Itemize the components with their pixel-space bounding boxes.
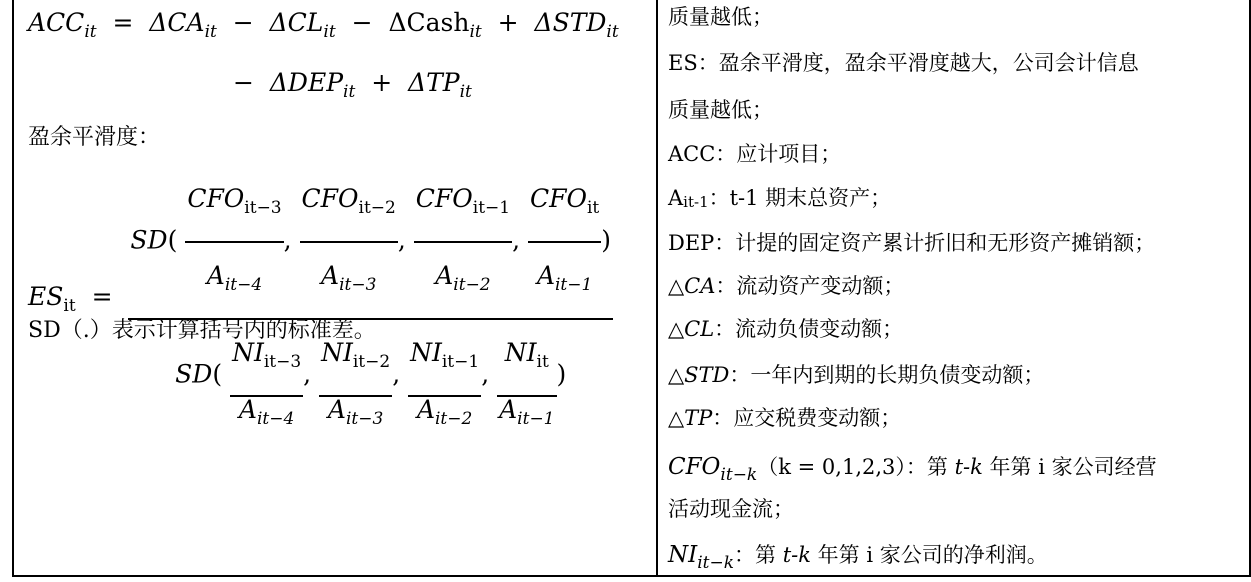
subscript: it−3: [244, 198, 282, 218]
delta-cash-rest: ash: [425, 8, 470, 37]
definition-text: ：流动资产变动额；: [715, 274, 905, 298]
column-divider: [656, 0, 658, 577]
a-symbol: A: [499, 395, 518, 424]
subscript: it: [459, 82, 472, 102]
delta-dep: ΔDEP: [269, 68, 344, 97]
a-subscript: it-1: [683, 193, 709, 211]
cfo-symbol: CFO: [187, 184, 245, 213]
cfo-definition-cont: 活动现金流；: [668, 497, 794, 521]
cfo-fraction: [528, 166, 601, 318]
subscript: it: [343, 82, 356, 102]
a-symbol: A: [238, 395, 257, 424]
cfo-symbol: CFO: [301, 184, 359, 213]
ni-symbol: NI: [321, 338, 353, 367]
a-label: A: [668, 186, 684, 210]
subscript: it−2: [352, 352, 391, 372]
ni-definition: [668, 540, 1048, 578]
sd-symbol: SD: [130, 225, 168, 255]
subscript: it−2: [435, 409, 473, 429]
delta-icon: △: [668, 363, 685, 387]
tk-variable: t-k: [782, 543, 811, 567]
delta-ca-definition: [668, 271, 904, 301]
ni-fraction: [497, 320, 556, 432]
tk-variable: t-k: [954, 455, 983, 479]
subscript: it: [63, 296, 76, 316]
cfo-rest-text: 年第 i 家公司经营: [982, 455, 1157, 479]
subscript: it−4: [224, 275, 263, 295]
subscript: it: [587, 198, 600, 218]
es-main-fraction: [128, 166, 613, 432]
definition-line: ACC：应计项目；: [668, 142, 842, 166]
asset-definition: [668, 183, 891, 217]
definition-line: ES：盈余平滑度，盈余平滑度越大，公司会计信息: [668, 51, 1139, 75]
subscript: it: [469, 22, 482, 42]
variable-name: TP: [684, 406, 713, 430]
delta-icon: △: [668, 274, 685, 298]
ni-rest-text: 年第 i 家公司的净利润。: [811, 543, 1048, 567]
a-symbol: A: [435, 261, 454, 290]
cfo-definition: [668, 452, 1157, 490]
ni-symbol: NI: [504, 338, 537, 367]
es-equation: [28, 166, 613, 432]
variable-name: CL: [684, 317, 715, 341]
definition-text: ：应交税费变动额；: [712, 406, 902, 430]
definition-text: ：流动负债变动额；: [714, 317, 904, 341]
acc-equation-line2: [233, 68, 472, 102]
subscript: it: [536, 352, 549, 372]
minus-sign: −: [343, 8, 381, 37]
cfo-sd-term: SD( $\frac{CFO_{it-3}}{A_{it-4}}$ , $\frac{CFO_{it-2}}{A_{it-3}}$ , $\frac{CFO_{it-1}}{A_{it-2}}$ , $\frac{CFO_{it}}{A_{it-1}}$ ): [128, 166, 613, 318]
ni-variable: NI: [668, 542, 698, 568]
equals-sign: =: [83, 282, 121, 311]
equals-sign: =: [104, 8, 142, 37]
ni-sd-term: SD( $\frac{NI_{it-3}}{A_{it-4}}$ , $\frac{NI_{it-2}}{A_{it-3}}$ , $\frac{NI_{it-1}}{A_{it-2}}$ , $\frac{NI_{it}}{A_{it-1}}$ ): [128, 318, 613, 432]
a-symbol: A: [416, 395, 435, 424]
subscript: it−1: [472, 198, 511, 218]
minus-sign: −: [224, 8, 262, 37]
dep-definition: DEP：计提的固定资产累计折旧和无形资产摊销额；: [668, 231, 1156, 255]
definition-text: ：一年内到期的长期负债变动额；: [729, 363, 1045, 387]
delta-tp-definition: [668, 403, 901, 433]
es-label: 盈余平滑度：: [28, 125, 161, 150]
definition-line: 质量越低；: [668, 5, 773, 29]
subscript: it−2: [453, 275, 491, 295]
ni-fraction: [408, 320, 481, 432]
plus-sign: +: [363, 68, 401, 97]
cfo-symbol: CFO: [415, 184, 473, 213]
cfo-variable: CFO: [668, 454, 721, 480]
sd-symbol: SD: [175, 359, 213, 389]
delta-cl-definition: [668, 314, 903, 344]
delta-cash: ΔC: [388, 8, 426, 37]
subscript: it−3: [263, 352, 302, 372]
delta-icon: △: [668, 317, 685, 341]
subscript: it−1: [517, 409, 555, 429]
subscript: it−4: [256, 409, 295, 429]
delta-icon: △: [668, 406, 685, 430]
subscript: it: [84, 22, 97, 42]
subscript: it−1: [555, 275, 593, 295]
a-symbol: A: [321, 261, 340, 290]
a-symbol: A: [327, 395, 346, 424]
cfo-fraction: [300, 166, 398, 318]
formula-column: [28, 0, 643, 577]
acc-symbol: ACC: [28, 8, 85, 37]
plus-sign: +: [489, 8, 527, 37]
definition-line: 质量越低；: [668, 98, 773, 122]
delta-ca: ΔCA: [149, 8, 205, 37]
a-symbol: A: [536, 261, 555, 290]
ni-pre-text: ：第: [734, 543, 783, 567]
subscript: it−k: [720, 465, 758, 485]
a-symbol: A: [206, 261, 225, 290]
cfo-fraction: [185, 166, 283, 318]
delta-cl: ΔCL: [269, 8, 324, 37]
sd-note: SD（.）表示计算括号内的标准差。: [28, 318, 376, 343]
acc-equation-line1: [28, 8, 619, 42]
subscript: it−3: [345, 409, 384, 429]
minus-sign: −: [233, 68, 262, 97]
subscript: it: [204, 22, 217, 42]
delta-std: ΔSTD: [534, 8, 607, 37]
ni-symbol: NI: [410, 338, 442, 367]
definitions-column: [668, 0, 1248, 577]
delta-std-definition: [668, 360, 1044, 390]
a-text: ：t-1 期末总资产；: [708, 186, 892, 210]
variable-name: STD: [684, 363, 730, 387]
cfo-fraction: [414, 166, 512, 318]
subscript: it−2: [358, 198, 396, 218]
subscript: it−1: [441, 352, 480, 372]
variable-name: CA: [684, 274, 716, 298]
es-symbol: ES: [28, 282, 64, 311]
subscript: it−3: [339, 275, 377, 295]
ni-symbol: NI: [232, 338, 264, 367]
subscript: it−k: [697, 553, 735, 573]
subscript: it: [606, 22, 619, 42]
cfo-paren-text: （k = 0,1,2,3）：第: [757, 455, 955, 479]
subscript: it: [323, 22, 336, 42]
cfo-symbol: CFO: [530, 184, 587, 213]
delta-tp: ΔTP: [408, 68, 460, 97]
